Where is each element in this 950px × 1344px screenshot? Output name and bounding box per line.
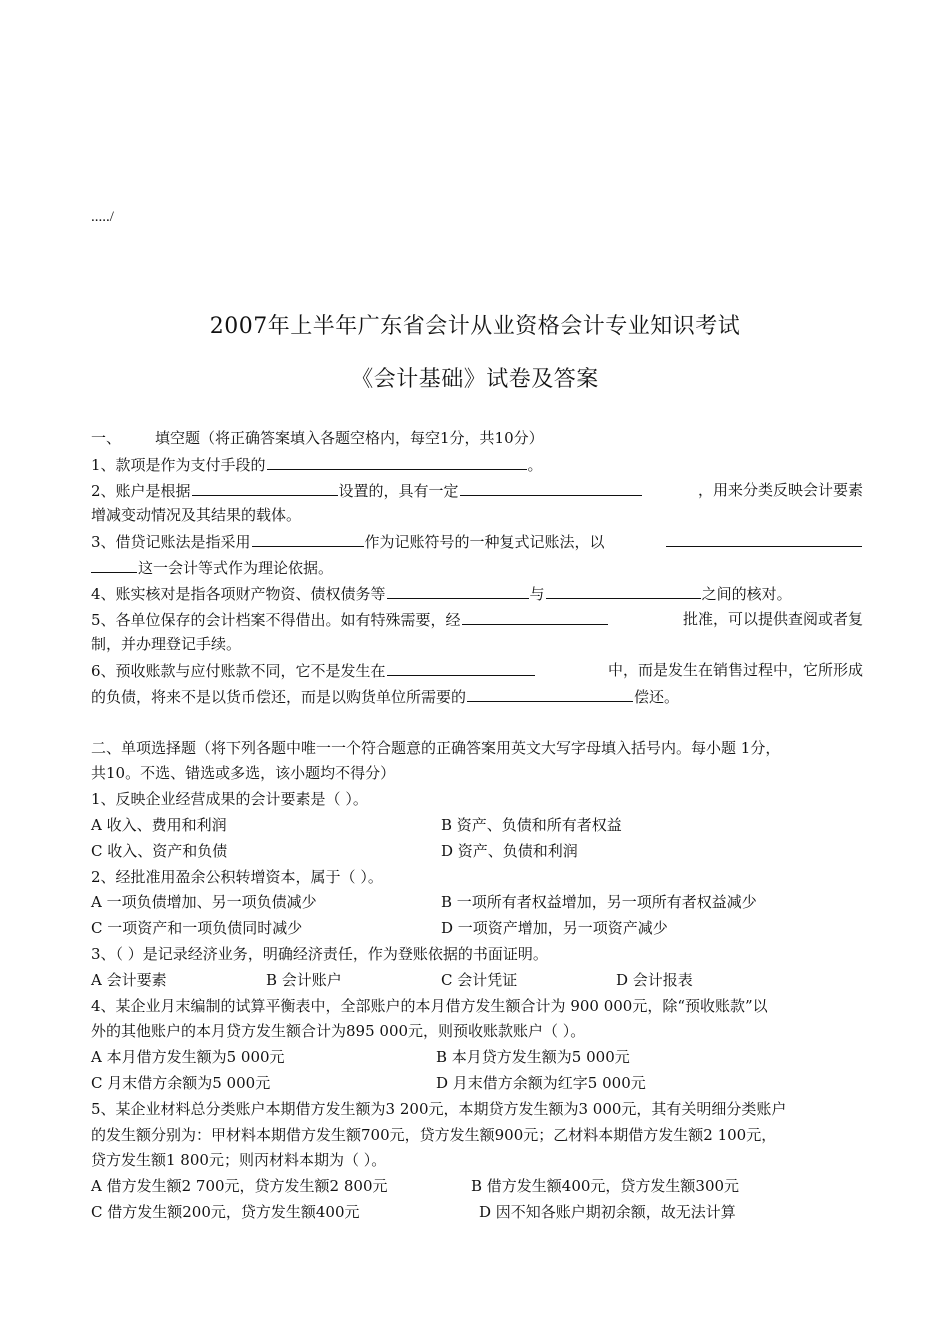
choice-question-2: 2、经批准用盈余公积转增资本，属于（ ）。 xyxy=(91,867,383,886)
option-d: D 会计报表 xyxy=(616,970,693,989)
document-subtitle: 《会计基础》试卷及答案 xyxy=(351,367,599,392)
options-row xyxy=(91,1045,863,1071)
option-c: C 月末借方余额为5 000元 xyxy=(91,1073,271,1092)
fill-question-4: 4、账实核对是指各项财产物资、债权债务等 与 之间的核对。 xyxy=(91,581,863,607)
fill-question-3: 3、借贷记账法是指采用 作为记账符号的一种复式记账法，以 xyxy=(91,529,863,555)
document-title: 2007年上半年广东省会计从业资格会计专业知识考试 xyxy=(209,314,741,339)
option-b: B 会计账户 xyxy=(266,970,342,989)
fill-question-5-cont: 制，并办理登记手续。 xyxy=(91,635,242,654)
answer-blank xyxy=(460,478,642,496)
fill-question-3-cont: 这一会计等式作为理论依据。 xyxy=(91,555,863,581)
option-a: A 本月借方发生额为5 000元 xyxy=(91,1048,285,1067)
fill-question-2-cont: 增减变动情况及其结果的载体。 xyxy=(91,506,302,525)
option-c: C 收入、资产和负债 xyxy=(91,841,228,860)
options-row xyxy=(91,839,863,865)
choice-question-3: 3、（ ）是记录经济业务，明确经济责任，作为登账依据的书面证明。 xyxy=(91,944,548,963)
option-c: C 一项资产和一项负债同时减少 xyxy=(91,919,303,938)
header-mark: ...../ xyxy=(91,209,114,225)
option-b: B 借方发生额400元，贷方发生额300元 xyxy=(471,1177,740,1196)
options-row xyxy=(91,890,863,916)
options-row xyxy=(91,1200,863,1226)
answer-blank xyxy=(387,581,529,599)
options-row xyxy=(91,916,863,942)
fill-question-6: 6、预收账款与应付账款不同，它不是发生在 中，而是发生在销售过程中，它所形成 xyxy=(91,658,863,684)
answer-blank xyxy=(192,478,338,496)
option-a: A 收入、费用和利润 xyxy=(91,815,227,834)
options-row xyxy=(91,1174,863,1200)
answer-blank xyxy=(267,452,527,470)
fill-question-5: 5、各单位保存的会计档案不得借出。如有特殊需要，经 批准，可以提供查阅或者复 xyxy=(91,607,863,633)
answer-blank xyxy=(462,607,608,625)
option-b: B 一项所有者权益增加，另一项所有者权益减少 xyxy=(441,893,757,912)
option-a: A 借方发生额2 700元，贷方发生额2 800元 xyxy=(91,1177,388,1196)
choice-question-1: 1、反映企业经营成果的会计要素是（ ）。 xyxy=(91,790,368,809)
option-c: C 借方发生额200元，贷方发生额400元 xyxy=(91,1202,360,1221)
choice-question-4: 4、某企业月末编制的试算平衡表中，全部账户的本月借方发生额合计为 900 000元，除“预收账款”以 xyxy=(91,996,768,1015)
fill-question-2: 2、账户是根据 设置的，具有一定 ，用来分类反映会计要素 xyxy=(91,478,863,504)
choice-question-5-cont: 的发生额分别为：甲材料本期借方发生额700元，贷方发生额900元；乙材料本期借方发生额2 100元， xyxy=(91,1125,777,1144)
section1-number: 一、 xyxy=(91,429,122,447)
answer-blank xyxy=(666,529,862,547)
option-b: B 资产、负债和所有者权益 xyxy=(441,815,622,834)
answer-blank xyxy=(467,684,633,702)
options-row xyxy=(91,1071,863,1097)
exam-body xyxy=(91,426,863,1226)
answer-blank xyxy=(387,658,535,676)
option-d: D 一项资产增加，另一项资产减少 xyxy=(441,919,668,938)
section1-title: 填空题（将正确答案填入各题空格内，每空1分，共10分） xyxy=(155,429,544,447)
option-d: D 因不知各账户期初余额，故无法计算 xyxy=(479,1202,736,1221)
options-row xyxy=(91,968,863,994)
section1-heading xyxy=(91,426,863,452)
option-d: D 资产、负债和利润 xyxy=(441,841,578,860)
choice-question-4-cont: 外的其他账户的本月贷方发生额合计为895 000元，则预收账款账户（ ）。 xyxy=(91,1022,586,1041)
option-b: B 本月贷方发生额为5 000元 xyxy=(436,1048,630,1067)
option-d: D 月末借方余额为红字5 000元 xyxy=(436,1073,646,1092)
fill-question-1: 1、款项是作为支付手段的 。 xyxy=(91,452,863,478)
section2-heading: 二、单项选择题（将下列各题中唯一一个符合题意的正确答案用英文大写字母填入括号内。每小题 1分， xyxy=(91,738,781,757)
answer-blank xyxy=(546,581,701,599)
answer-blank xyxy=(91,555,137,573)
options-row xyxy=(91,813,863,839)
section2-heading-cont: 共10。不选、错选或多选，该小题均不得分） xyxy=(91,764,396,783)
option-a: A 会计要素 xyxy=(91,970,167,989)
choice-question-5-cont2: 贷方发生额1 800元；则丙材料本期为（ ）。 xyxy=(91,1151,387,1170)
option-a: A 一项负债增加、另一项负债减少 xyxy=(91,893,317,912)
answer-blank xyxy=(252,529,364,547)
choice-question-5: 5、某企业材料总分类账户本期借方发生额为3 200元，本期贷方发生额为3 000元，其有关明细分类账户 xyxy=(91,1099,787,1118)
fill-question-6-cont: 的负债，将来不是以货币偿还，而是以购货单位所需要的 偿还。 xyxy=(91,684,863,710)
option-c: C 会计凭证 xyxy=(441,970,518,989)
